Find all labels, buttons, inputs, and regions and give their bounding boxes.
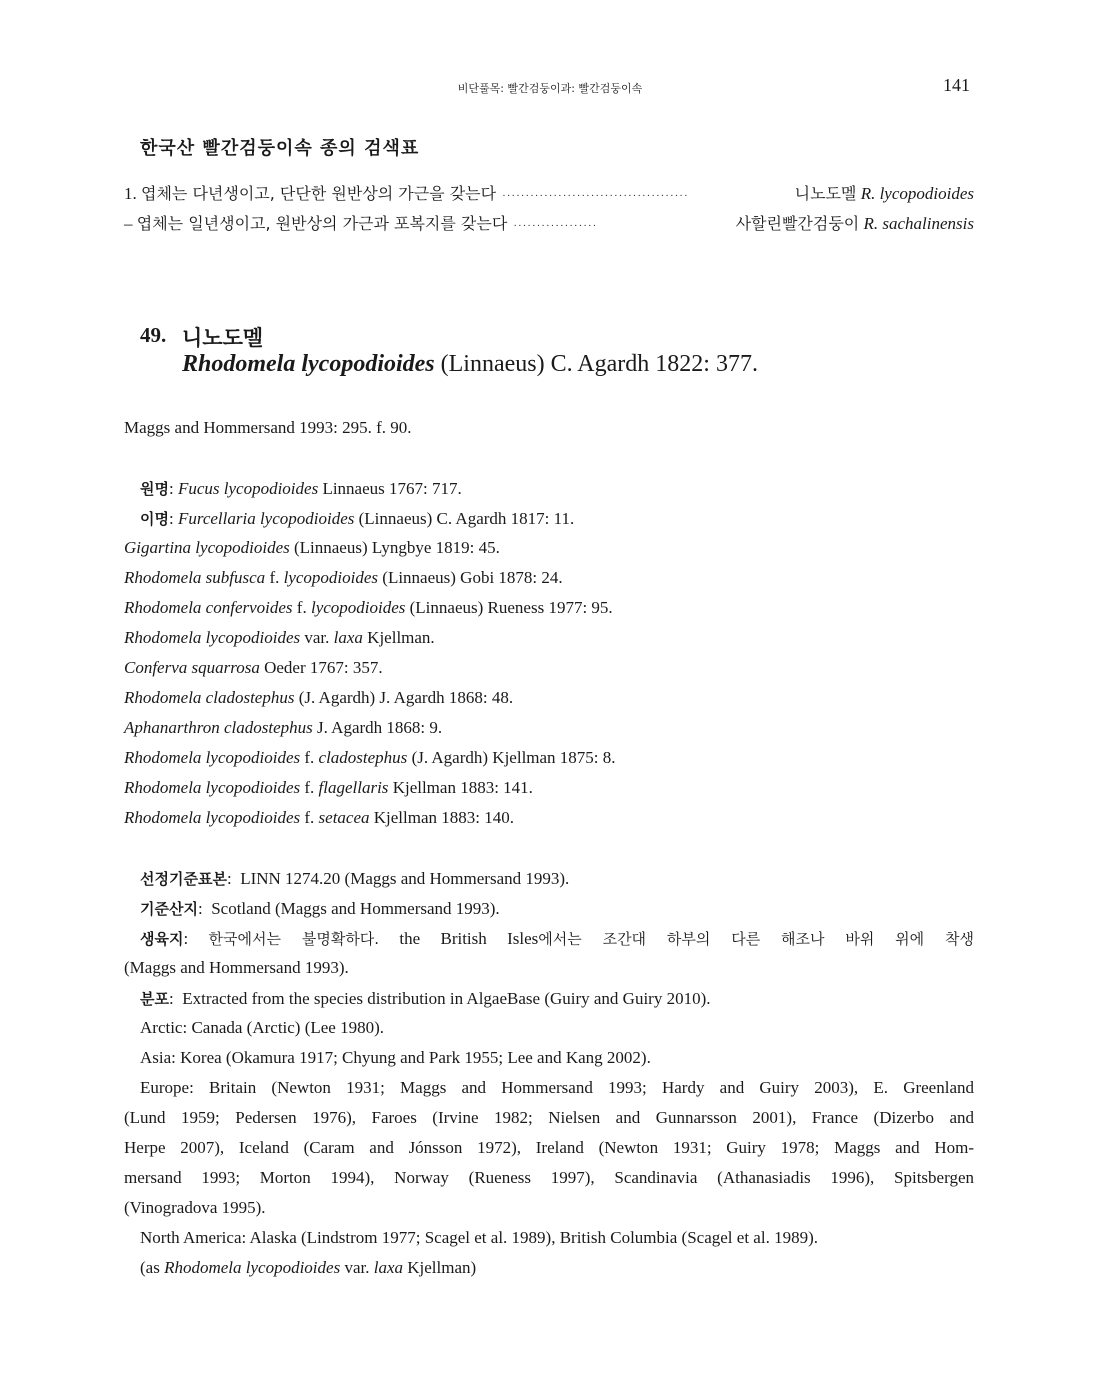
synonym-name: Rhodomela lycopodioides (124, 748, 301, 767)
synonym-name: Conferva squarrosa (124, 658, 260, 677)
species-binomial: Rhodomela lycopodioides (182, 351, 435, 377)
synonym-name: Rhodomela lycopodioides (124, 628, 301, 647)
key-lead (124, 211, 507, 234)
as-suffix: Kjellman) (407, 1258, 477, 1277)
synonym-name: Aphanarthron cladostephus (124, 718, 313, 737)
synonym-name: Furcellaria lycopodioides (177, 509, 355, 528)
distribution-value: Extracted from the species distribution in AlgaeBase (Guiry and Guiry 2010). (182, 989, 711, 1008)
distribution-europe-line: Herpe 2007), Iceland (Caram and Jónsson 1972), Ireland (Newton 1931; Guiry 1978; Maggs and Hom- (124, 1138, 974, 1157)
species-authority: (Linnaeus) C. Agardh 1822: 377. (440, 351, 758, 377)
key-latin-name: R. lycopodioides (860, 184, 974, 203)
synonym-name: Rhodomela lycopodioides (124, 778, 301, 797)
leader-dots: ········································ (502, 190, 689, 202)
distribution-arctic: Arctic: Canada (Arctic) (Lee 1980). (140, 1018, 385, 1037)
synonym-line (124, 658, 383, 678)
key-result (795, 181, 974, 204)
as-epithet: laxa (373, 1258, 403, 1277)
as-rank: var. (344, 1258, 370, 1277)
synonym-line: 이명: Furcellaria lycopodioides (Linnaeus) C. Agardh 1817: 11. (140, 509, 575, 528)
synonym-line (124, 628, 435, 648)
distribution-europe-line: mersand 1993; Morton 1994), Norway (Rueness 1997), Scandinavia (Athanasiadis 1996), Spitsbergen (124, 1168, 974, 1187)
species-reference: Maggs and Hommersand 1993: 295. f. 90. (124, 418, 412, 437)
synonym-name: Rhodomela cladostephus (124, 688, 295, 707)
habitat-line: 생육지: 한국에서는 불명확하다. the British Isles에서는 조간대 하부의 다른 해조나 바위 위에 착생 (140, 929, 974, 948)
basionym-authority: Linnaeus 1767: 717. (322, 479, 462, 498)
lectotype-label: 선정기준표본 (140, 870, 227, 888)
synonym-authority: (J. Agardh) Kjellman 1875: 8. (411, 748, 616, 767)
species-number: 49. (140, 323, 167, 347)
species-scientific-name (182, 351, 758, 378)
synonym-rank: var. (304, 628, 330, 647)
synonym-name: Gigartina lycopodioides (124, 538, 290, 557)
synonym-epithet: flagellaris (318, 778, 389, 797)
synonym-authority: Oeder 1767: 357. (264, 658, 383, 677)
synonym-epithet: lycopodioides (310, 598, 406, 617)
synonym-line (124, 748, 616, 768)
key-lead (124, 181, 496, 204)
synonym-line (124, 568, 563, 588)
synonym-epithet: cladostephus (318, 748, 408, 767)
lectotype-value: LINN 1274.20 (Maggs and Hommersand 1993). (240, 869, 570, 888)
synonym-line (124, 688, 513, 708)
synonym-authority: (Linnaeus) C. Agardh 1817: 11. (358, 509, 575, 528)
key-latin-name: R. sachalinensis (863, 214, 974, 233)
lectotype-line: 선정기준표본: LINN 1274.20 (Maggs and Hommersand 1993). (140, 869, 570, 888)
key-korean-name: 사할린빨간검둥이 (735, 214, 860, 233)
synonym-authority: (Linnaeus) Lyngbye 1819: 45. (293, 538, 500, 557)
key-row (124, 181, 974, 204)
basionym-name: Fucus lycopodioides (177, 479, 319, 498)
key-title: 한국산 빨간검둥이속 종의 검색표 (140, 138, 420, 159)
distribution-europe-line: Europe: Britain (Newton 1931; Maggs and Hommersand 1993; Hardy and Guiry 2003), E. Greenland (140, 1078, 974, 1097)
as-prefix: (as (140, 1258, 160, 1277)
synonym-authority: Kjellman. (367, 628, 435, 647)
habitat-region: the British Isles (399, 929, 539, 948)
distribution-as-note (140, 1258, 476, 1278)
habitat-korean: 한국에서는 불명확하다. (208, 930, 380, 948)
species-korean-name: 니노도멜 (182, 326, 264, 350)
synonym-line (124, 808, 514, 828)
synonym-label: 이명 (140, 510, 169, 528)
key-text: 엽체는 다년생이고, 단단한 원반상의 가근을 갖는다 (141, 184, 497, 203)
running-header: 비단풀목: 빨간검둥이과: 빨간검둥이속 (457, 82, 643, 95)
habitat-label: 생육지 (140, 930, 184, 948)
distribution-europe-line: (Lund 1959; Pedersen 1976), Faroes (Irvine 1982; Nielsen and Gunnarsson 2001), France (Dizerbo and (124, 1108, 974, 1127)
key-text: 엽체는 일년생이고, 원반상의 가근과 포복지를 갖는다 (136, 214, 508, 233)
synonym-rank: f. (269, 568, 280, 587)
leader-dots: ·················· (513, 220, 598, 232)
synonym-epithet: lycopodioides (283, 568, 379, 587)
synonym-rank: f. (304, 748, 315, 767)
synonym-rank: f. (296, 598, 307, 617)
synonym-rank: f. (304, 778, 315, 797)
synonym-authority: (J. Agardh) J. Agardh 1868: 48. (298, 688, 514, 707)
synonym-authority: J. Agardh 1868: 9. (316, 718, 443, 737)
key-marker: 1. (124, 184, 137, 203)
synonym-line (124, 598, 613, 618)
page-number: 141 (943, 75, 970, 95)
synonym-line (124, 538, 500, 558)
synonym-authority: (Linnaeus) Gobi 1878: 24. (382, 568, 563, 587)
synonym-epithet: setacea (318, 808, 370, 827)
synonym-authority: (Linnaeus) Rueness 1977: 95. (409, 598, 613, 617)
synonym-authority: Kjellman 1883: 140. (373, 808, 514, 827)
synonym-authority: Kjellman 1883: 141. (392, 778, 533, 797)
key-result (736, 211, 974, 234)
distribution-line: 분포: Extracted from the species distribution in AlgaeBase (Guiry and Guiry 2010). (140, 989, 711, 1008)
habitat-reference: (Maggs and Hommersand 1993). (124, 958, 349, 977)
synonym-epithet: laxa (333, 628, 363, 647)
distribution-north-america: North America: Alaska (Lindstrom 1977; Scagel et al. 1989), British Columbia (Scagel et al. 1989). (140, 1228, 818, 1247)
as-name: Rhodomela lycopodioides (164, 1258, 341, 1277)
distribution-asia: Asia: Korea (Okamura 1917; Chyung and Park 1955; Lee and Kang 2002). (140, 1048, 651, 1067)
key-marker: – (124, 214, 133, 233)
key-korean-name: 니노도멜 (794, 184, 857, 203)
type-locality-value: Scotland (Maggs and Hommersand 1993). (211, 899, 500, 918)
distribution-europe-line: (Vinogradova 1995). (124, 1198, 266, 1217)
synonym-line (124, 778, 533, 798)
synonym-name: Rhodomela confervoides (124, 598, 293, 617)
key-row (124, 211, 974, 234)
distribution-label: 분포 (140, 990, 169, 1008)
synonym-rank: f. (304, 808, 315, 827)
type-locality-label: 기준산지 (140, 900, 198, 918)
synonym-name: Rhodomela lycopodioides (124, 808, 301, 827)
habitat-korean-continued: 에서는 조간대 하부의 다른 해조나 바위 위에 착생 (538, 930, 974, 948)
synonym-line (124, 718, 442, 738)
basionym-line: 원명: Fucus lycopodioides Linnaeus 1767: 717. (140, 479, 462, 498)
basionym-label: 원명 (140, 480, 169, 498)
synonym-name: Rhodomela subfusca (124, 568, 266, 587)
type-locality-line: 기준산지: Scotland (Maggs and Hommersand 1993). (140, 899, 500, 918)
